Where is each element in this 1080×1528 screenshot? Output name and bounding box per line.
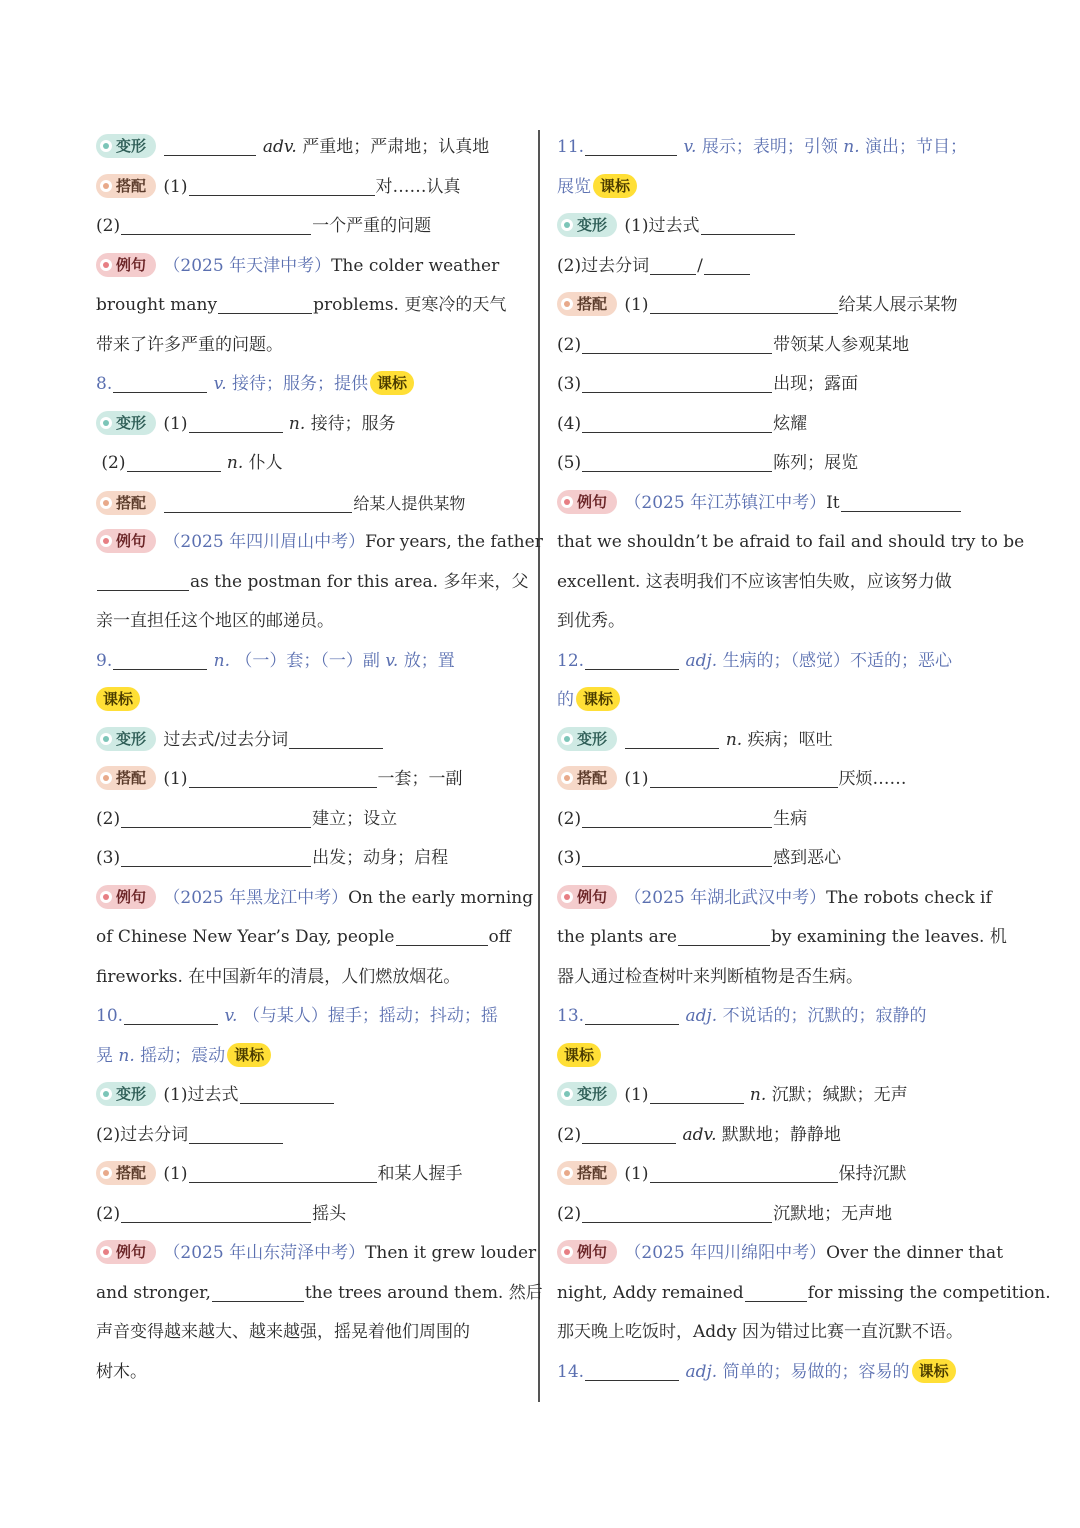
meaning-text: (1)过去式 (624, 216, 700, 236)
meaning-text: 演出；节目； (865, 137, 968, 157)
item-number: (1) (624, 295, 649, 315)
line (96, 247, 526, 287)
meaning-text: 保持沉默 (838, 1164, 907, 1184)
meaning-text: 感到恶心 (773, 848, 842, 868)
pos-label: adj. (685, 1006, 718, 1026)
line (557, 444, 997, 484)
circle-icon (561, 219, 573, 231)
answer-blank[interactable] (121, 212, 311, 235)
dapei-tag: 搭配 (96, 1161, 156, 1185)
item-number: (2) (557, 334, 582, 355)
answer-blank[interactable] (678, 923, 770, 946)
answer-blank[interactable] (745, 1279, 807, 1302)
line (557, 879, 997, 919)
circle-icon (100, 1246, 112, 1258)
line (96, 405, 526, 445)
answer-blank[interactable] (113, 647, 207, 670)
bianxing-tag: 变形 (96, 1082, 156, 1106)
answer-blank[interactable] (127, 449, 221, 472)
answer-blank[interactable] (124, 1002, 218, 1025)
pos-label: n. (288, 413, 306, 434)
pos-label: v. (213, 374, 227, 394)
pos-label: v. (224, 1006, 238, 1026)
answer-blank[interactable] (585, 1358, 679, 1381)
example-text: for missing the competition. (807, 1282, 1051, 1303)
meaning-text: 接待；服务 (310, 413, 396, 434)
meaning-text: （一）套；（一）副 (235, 650, 380, 671)
meaning-text: 给某人提供某物 (353, 493, 466, 513)
answer-blank[interactable] (97, 568, 189, 591)
meaning-text: (2)过去分词 (557, 255, 650, 276)
example-text: the trees around them. 然后 (304, 1282, 543, 1303)
meaning-text: (1)过去式 (163, 1085, 239, 1105)
example-text: by examining the leaves. 机 (770, 927, 1007, 947)
line (96, 1234, 537, 1274)
liju-tag: 例句 (96, 253, 156, 277)
example-text: On the early morning (348, 887, 534, 908)
line (557, 1353, 997, 1393)
example-text: brought many (96, 295, 218, 315)
circle-icon (100, 180, 112, 192)
line (557, 365, 997, 405)
line (96, 128, 526, 168)
line (557, 721, 997, 761)
answer-blank[interactable] (704, 252, 750, 275)
example-text: Over the dinner that (826, 1243, 1004, 1263)
translation-text: 器人通过检查树叶来判断植物是否生病。 (557, 966, 863, 987)
item-number: (1) (163, 176, 188, 197)
kebiao-badge: 课标 (370, 371, 414, 395)
pos-label: adv. (262, 137, 297, 157)
example-text: as the postman for this area. 多年来，父 (190, 571, 529, 592)
line (96, 1116, 526, 1156)
line (96, 918, 526, 958)
pos-label: n. (226, 453, 244, 473)
circle-icon (100, 891, 112, 903)
line (557, 681, 997, 721)
circle-icon (561, 496, 573, 508)
circle-icon (561, 1088, 573, 1100)
line (557, 128, 997, 168)
example-text: The robots check if (826, 887, 992, 908)
circle-icon (561, 1167, 573, 1179)
answer-blank[interactable] (189, 1121, 283, 1144)
answer-blank[interactable] (189, 410, 283, 433)
liju-tag: 例句 (96, 529, 156, 553)
line (557, 997, 997, 1037)
line (96, 1353, 526, 1393)
line (557, 839, 997, 879)
kebiao-badge: 课标 (557, 1043, 601, 1067)
meaning-text: 生病的；（感觉）不适的；恶心 (722, 650, 953, 671)
translation-text: 声音变得越来越大、越来越强，摇晃着他们周围的 (96, 1322, 470, 1342)
item-number: (1) (624, 1085, 649, 1105)
circle-icon (561, 1246, 573, 1258)
bianxing-tag: 变形 (96, 411, 156, 435)
answer-blank[interactable] (650, 1160, 838, 1183)
line (557, 1037, 997, 1077)
circle-icon (100, 417, 112, 429)
example-text: problems. 更寒冷的天气 (313, 295, 507, 315)
answer-blank[interactable] (582, 370, 772, 393)
line (557, 563, 997, 603)
line (557, 523, 1025, 563)
kebiao-badge: 课标 (576, 687, 620, 711)
answer-blank[interactable] (212, 1279, 304, 1302)
left-column (96, 128, 543, 1392)
liju-tag: 例句 (557, 490, 617, 514)
translation-text: 到优秀。 (557, 611, 625, 631)
answer-blank[interactable] (189, 765, 377, 788)
pos-label: adj. (685, 1361, 718, 1382)
pos-label: n. (725, 729, 743, 750)
meaning-text: 摇头 (312, 1203, 347, 1224)
circle-icon (100, 497, 112, 509)
pos-label: adv. (682, 1124, 717, 1145)
circle-icon (561, 733, 573, 745)
answer-blank[interactable] (396, 923, 488, 946)
item-number: (5) (557, 453, 582, 473)
answer-blank[interactable] (113, 370, 207, 393)
example-text: It (826, 492, 840, 513)
item-number: (2) (557, 1203, 582, 1224)
translation-text: 那天晚上吃饭时，Addy 因为错过比赛一直沉默不语。 (557, 1322, 964, 1342)
circle-icon (100, 259, 112, 271)
line (557, 1274, 1051, 1314)
line (96, 879, 534, 919)
item-number: (1) (163, 1164, 188, 1184)
meaning-text: 摇动；震动 (140, 1045, 226, 1066)
answer-blank[interactable] (650, 291, 838, 314)
bianxing-tag: 变形 (557, 1082, 617, 1106)
translation-text: fireworks. 在中国新年的清晨，人们燃放烟花。 (96, 966, 461, 987)
example-text: excellent. 这表明我们不应该害怕失败，应该努力做 (557, 571, 952, 592)
example-text: For years, the father (365, 532, 543, 552)
line (557, 760, 997, 800)
meaning-text: （与某人）握手；摇动；抖动；摇 (242, 1006, 498, 1026)
item-number: (4) (557, 413, 582, 434)
example-source: （2025 年四川绵阳中考） (624, 1243, 827, 1263)
item-number: (1) (163, 413, 188, 434)
bianxing-tag: 变形 (96, 134, 156, 158)
pos-label: adj. (685, 650, 718, 671)
entry-number: 8. (96, 374, 113, 394)
line (557, 642, 997, 682)
answer-blank[interactable] (121, 1200, 311, 1223)
pos-label: v. (385, 650, 399, 671)
answer-blank[interactable] (218, 291, 312, 314)
line (557, 918, 1007, 958)
meaning-text: 厌烦…… (838, 769, 907, 789)
line (96, 563, 529, 603)
entry-number: 14. (557, 1361, 585, 1382)
example-text: and stronger, (96, 1282, 211, 1303)
entry-number: 9. (96, 650, 113, 671)
line (96, 1195, 526, 1235)
line (96, 958, 526, 998)
line (96, 484, 526, 524)
answer-blank[interactable] (164, 490, 352, 513)
line (96, 642, 526, 682)
answer-blank[interactable] (582, 1121, 676, 1144)
line (557, 168, 997, 208)
answer-blank[interactable] (585, 133, 677, 156)
line (96, 365, 526, 405)
circle-icon (100, 1088, 112, 1100)
pos-label: n. (213, 650, 230, 671)
meaning-text: 和某人握手 (377, 1164, 463, 1184)
answer-blank[interactable] (582, 805, 772, 828)
liju-tag: 例句 (96, 885, 156, 909)
answer-blank[interactable] (121, 805, 311, 828)
meaning-text: 默默地；静静地 (721, 1124, 841, 1145)
example-text: The colder weather (331, 255, 500, 276)
meaning-text: 不说话的；沉默的；寂静的 (722, 1006, 927, 1026)
bianxing-tag: 变形 (557, 727, 617, 751)
dapei-tag: 搭配 (557, 292, 617, 316)
example-text: of Chinese New Year’s Day, people (96, 927, 395, 947)
meaning-text: 仆人 (248, 453, 283, 473)
line (557, 1076, 997, 1116)
pos-label: v. (683, 137, 697, 157)
line (96, 1274, 543, 1314)
answer-blank[interactable] (625, 726, 719, 749)
meaning-text: 生病 (773, 808, 808, 829)
meaning-text: 放；置 (403, 650, 455, 671)
line (96, 1037, 526, 1077)
line (557, 1155, 997, 1195)
answer-blank[interactable] (701, 212, 795, 235)
answer-blank[interactable] (289, 726, 383, 749)
answer-blank[interactable] (189, 1160, 377, 1183)
entry-number: 11. (557, 137, 585, 157)
kebiao-badge: 课标 (227, 1043, 271, 1067)
item-number: (3) (557, 374, 582, 394)
meaning-text: 沉默地；无声地 (773, 1203, 893, 1224)
answer-blank[interactable] (841, 489, 961, 512)
meaning-text: 陈列；展览 (773, 453, 859, 473)
circle-icon (100, 1167, 112, 1179)
line (96, 523, 543, 563)
kebiao-badge: 课标 (96, 687, 140, 711)
answer-blank[interactable] (582, 1200, 772, 1223)
line (96, 760, 526, 800)
dapei-tag: 搭配 (96, 491, 156, 515)
example-source: （2025 年四川眉山中考） (163, 532, 366, 552)
entry-number: 12. (557, 650, 585, 671)
item-number: (1) (624, 769, 649, 789)
answer-blank[interactable] (240, 1081, 334, 1104)
meaning-text: 出现；露面 (773, 374, 859, 394)
example-source: （2025 年江苏镇江中考） (624, 492, 827, 513)
line (96, 1076, 526, 1116)
line (557, 958, 997, 998)
circle-icon (100, 772, 112, 784)
circle-icon (561, 772, 573, 784)
item-number: (2) (96, 216, 121, 236)
example-text: off (488, 927, 511, 947)
meaning-text: 出发；动身；启程 (312, 848, 449, 868)
meaning-text: 带领某人参观某地 (773, 334, 910, 355)
meaning-text: 建立；设立 (312, 808, 398, 829)
meaning-text: 疾病；呕吐 (747, 729, 833, 750)
example-source: （2025 年黑龙江中考） (163, 887, 349, 908)
dapei-tag: 搭配 (557, 766, 617, 790)
line (96, 286, 526, 326)
dapei-tag: 搭配 (96, 766, 156, 790)
answer-blank[interactable] (189, 173, 375, 196)
circle-icon (100, 733, 112, 745)
example-source: （2025 年山东菏泽中考） (163, 1243, 366, 1263)
item-number: (1) (163, 769, 188, 789)
line (557, 1116, 997, 1156)
meaning-text: 简单的；易做的；容易的 (722, 1361, 910, 1382)
line (96, 721, 526, 761)
answer-blank[interactable] (164, 133, 256, 156)
answer-blank[interactable] (582, 331, 772, 354)
line (96, 168, 526, 208)
answer-blank[interactable] (650, 252, 696, 275)
translation-text: 带来了许多严重的问题。 (96, 334, 283, 355)
line (96, 207, 526, 247)
line (96, 1155, 526, 1195)
pos-label: n. (843, 137, 860, 157)
pos-label: n. (749, 1085, 767, 1105)
example-text: the plants are (557, 927, 677, 947)
liju-tag: 例句 (96, 1240, 156, 1264)
line (557, 1234, 1004, 1274)
line (557, 326, 997, 366)
meaning-text: 晃 (96, 1045, 113, 1066)
meaning-text: 接待；服务；提供 (232, 374, 369, 394)
circle-icon (100, 140, 112, 152)
meaning-text: 沉默；缄默；无声 (771, 1085, 908, 1105)
separator-text: / (697, 255, 703, 276)
line (96, 681, 526, 721)
example-text: night, Addy remained (557, 1282, 744, 1303)
item-number: (2) (96, 808, 121, 829)
line (557, 207, 997, 247)
meaning-text: 过去式/过去分词 (163, 729, 289, 750)
line (557, 1313, 997, 1353)
meaning-text: 对……认真 (375, 176, 461, 197)
item-number: (1) (624, 1164, 649, 1184)
example-source: （2025 年湖北武汉中考） (624, 887, 827, 908)
answer-blank[interactable] (585, 1002, 679, 1025)
dapei-tag: 搭配 (96, 174, 156, 198)
bianxing-tag: 变形 (557, 213, 617, 237)
kebiao-badge: 课标 (912, 1359, 956, 1383)
line (96, 602, 526, 642)
line (96, 839, 526, 879)
item-number: (3) (96, 848, 121, 868)
item-number: (2) (96, 1203, 121, 1224)
meaning-text: 展览 (557, 176, 591, 197)
line (557, 1195, 997, 1235)
line (557, 800, 997, 840)
item-number: (3) (557, 848, 582, 868)
line (557, 247, 997, 287)
line (557, 286, 997, 326)
answer-blank[interactable] (582, 844, 772, 867)
entry-number: 13. (557, 1006, 585, 1026)
kebiao-badge: 课标 (593, 174, 637, 198)
answer-blank[interactable] (582, 449, 772, 472)
line (557, 602, 997, 642)
column-divider (538, 130, 540, 1402)
answer-blank[interactable] (582, 410, 772, 433)
example-text: Then it grew louder (365, 1243, 537, 1263)
line (96, 800, 526, 840)
meaning-text: 展示；表明；引领 (701, 137, 838, 157)
circle-icon (561, 298, 573, 310)
liju-tag: 例句 (557, 885, 617, 909)
answer-blank[interactable] (585, 647, 679, 670)
pos-label: n. (118, 1045, 135, 1066)
meaning-text: 炫耀 (773, 413, 808, 434)
meaning-text: 严重地；严肃地；认真地 (302, 137, 490, 157)
item-number: (2) (557, 808, 582, 829)
liju-tag: 例句 (557, 1240, 617, 1264)
translation-text: 亲一直担任这个地区的邮递员。 (96, 611, 334, 631)
answer-blank[interactable] (650, 765, 838, 788)
line (96, 1313, 526, 1353)
item-number: (2) (557, 1124, 582, 1145)
example-source: （2025 年天津中考） (163, 255, 332, 276)
line (557, 405, 997, 445)
line (557, 484, 997, 524)
example-text: that we shouldn’t be afraid to fail and should try to be (557, 532, 1025, 552)
meaning-text: 给某人展示某物 (838, 295, 958, 315)
answer-blank[interactable] (650, 1081, 744, 1104)
translation-text: 树木。 (96, 1361, 147, 1382)
meaning-text: 一个严重的问题 (312, 216, 432, 236)
circle-icon (100, 535, 112, 547)
line (96, 326, 526, 366)
dapei-tag: 搭配 (557, 1161, 617, 1185)
right-column (557, 128, 1051, 1392)
answer-blank[interactable] (121, 844, 311, 867)
entry-number: 10. (96, 1006, 124, 1026)
meaning-text: 一套；一副 (377, 769, 463, 789)
line (96, 444, 526, 484)
item-number: (2) (101, 453, 126, 473)
meaning-text: (2)过去分词 (96, 1124, 189, 1145)
meaning-text: 的 (557, 690, 574, 710)
bianxing-tag: 变形 (96, 727, 156, 751)
line (96, 997, 526, 1037)
circle-icon (561, 891, 573, 903)
